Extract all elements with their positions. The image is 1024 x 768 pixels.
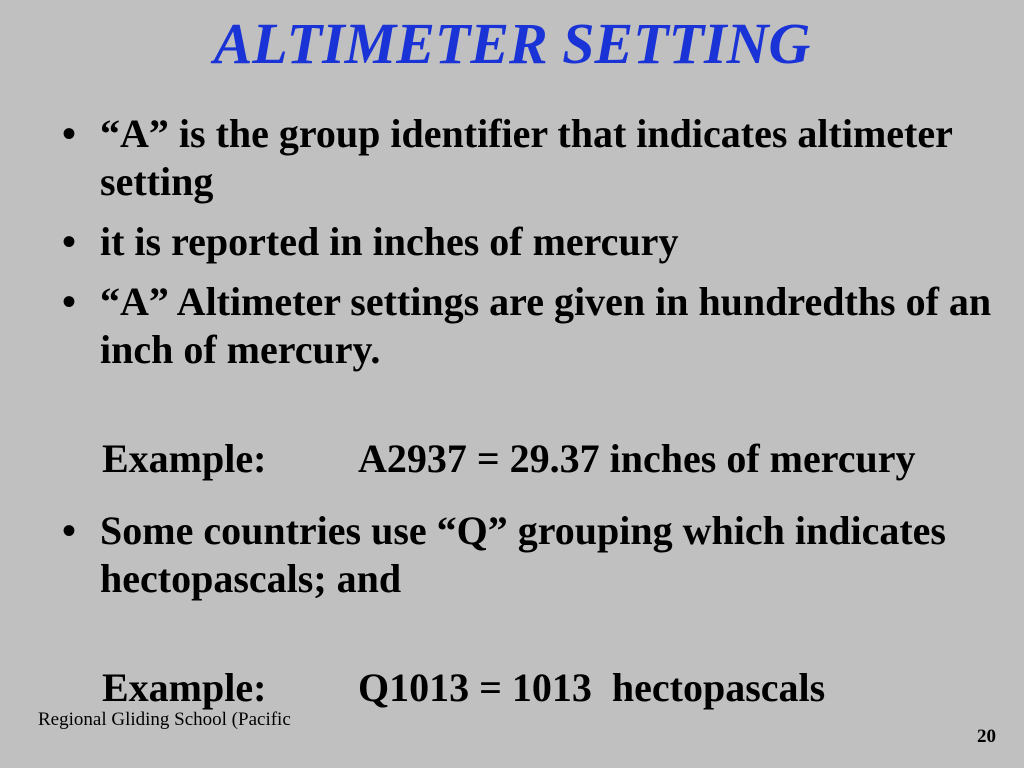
example-line (62, 616, 825, 760)
bullet-glyph: • (62, 219, 77, 264)
bullet-glyph: • (62, 279, 77, 324)
bullet-glyph: • (62, 508, 77, 553)
example-value: A2937 = 29.37 inches of mercury (358, 436, 916, 481)
bullet-glyph: • (62, 111, 77, 156)
bullet-text: “A” is the group identifier that indicates altimeter setting (100, 111, 953, 204)
bullet-item (62, 110, 992, 206)
example-label: Example: (102, 665, 267, 710)
footer-organization: Regional Gliding School (Pacific (38, 709, 291, 730)
bullet-text: Some countries use “Q” grouping which indicates hectopascals; and (100, 508, 946, 601)
bullet-item (62, 507, 992, 603)
bullet-text: it is reported in inches of mercury (100, 219, 679, 264)
page-number: 20 (977, 726, 996, 747)
example-label: Example: (102, 436, 267, 481)
bullet-item (62, 278, 992, 374)
example-value: Q1013 = 1013 hectopascals (358, 665, 826, 710)
bullet-text: “A” Altimeter settings are given in hundredths of an inch of mercury. (100, 279, 992, 372)
slide-title: ALTIMETER SETTING (213, 11, 811, 76)
bullet-item (62, 218, 992, 266)
